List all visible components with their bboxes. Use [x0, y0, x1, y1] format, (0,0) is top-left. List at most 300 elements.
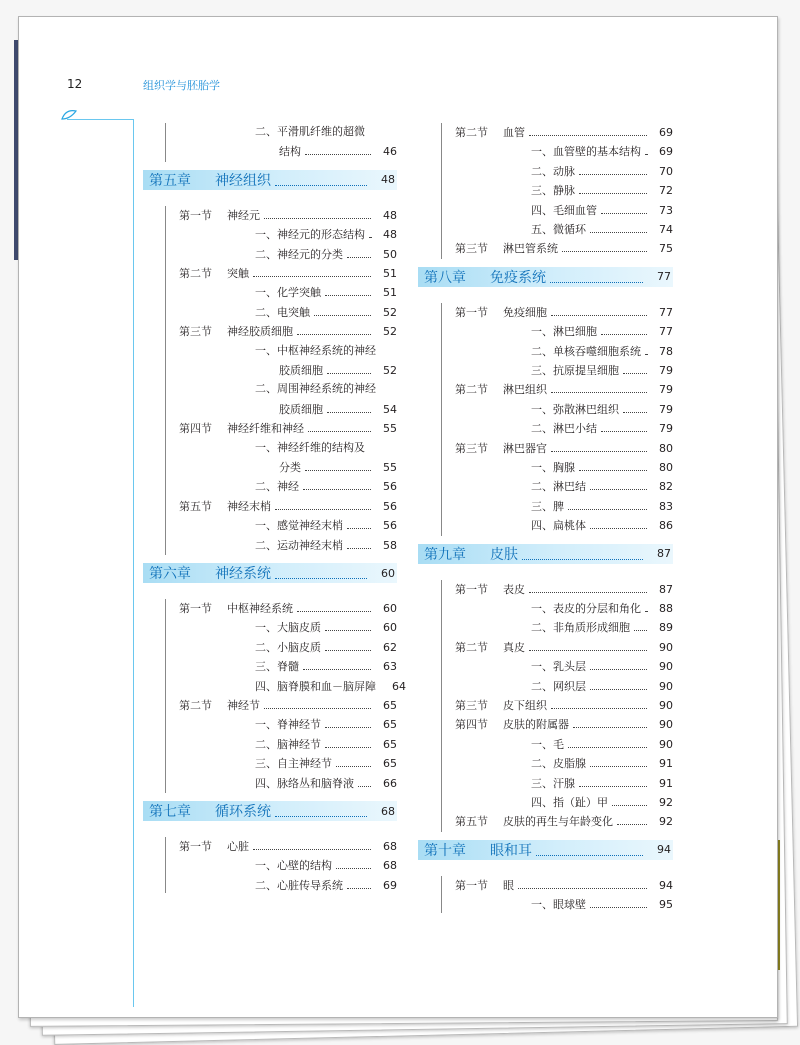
toc-entry[interactable]: [179, 599, 397, 617]
dot-leader: [297, 322, 371, 335]
entry-title: 神经纤维和神经: [227, 422, 304, 436]
dot-leader: [347, 536, 371, 549]
dot-leader: [325, 735, 371, 748]
entry-title: 免疫细胞: [503, 305, 547, 319]
book-title: 组织学与胚胎学: [143, 79, 220, 92]
entry-title: 一、脊神经节: [255, 718, 321, 732]
chapter-title: 神经系统: [215, 566, 271, 582]
toc-entry[interactable]: [455, 303, 673, 321]
entry-title: 一、胸腺: [531, 461, 575, 474]
entry-page-number: 56: [383, 499, 397, 513]
entry-page-number: 70: [659, 164, 673, 178]
toc-entry[interactable]: [455, 657, 673, 675]
chapter-title: 皮肤: [490, 546, 518, 563]
entry-page-number: 79: [659, 402, 673, 416]
toc-entry[interactable]: [455, 516, 673, 534]
toc-entry[interactable]: [455, 580, 673, 598]
toc-entry[interactable]: [455, 439, 673, 457]
chapter-title: 神经组织: [215, 172, 271, 189]
entry-page-number: 55: [383, 422, 397, 436]
dot-leader: [314, 303, 371, 316]
dot-leader: [617, 812, 647, 825]
chapter-page-number: 68: [381, 804, 395, 818]
entry-title: 分类: [279, 461, 301, 474]
entry-page-number: 52: [383, 364, 397, 377]
toc-entry[interactable]: [455, 419, 673, 437]
toc-entry[interactable]: [455, 618, 673, 636]
entry-page-number: 65: [383, 757, 397, 771]
section-label: 第一节: [455, 582, 488, 596]
toc-entry[interactable]: [455, 735, 673, 753]
entry-title: 三、自主神经节: [255, 757, 332, 771]
entry-title: 二、淋巴小结: [531, 422, 597, 436]
entry-page-number: 55: [383, 461, 397, 474]
toc-entry[interactable]: [179, 856, 397, 874]
dot-leader: [579, 458, 647, 471]
toc-entry[interactable]: [179, 142, 397, 160]
dot-leader: [590, 657, 647, 670]
entry-title: 淋巴管系统: [503, 242, 558, 256]
toc-entry[interactable]: [179, 419, 397, 437]
toc-entry[interactable]: [179, 638, 397, 656]
entry-title: 突触: [227, 267, 249, 280]
entry-title: 结构: [279, 145, 301, 159]
entry-title: 胶质细胞: [279, 364, 323, 377]
section-list-bar: [441, 876, 442, 913]
section-label: 第四节: [179, 422, 212, 436]
dot-leader: [325, 715, 371, 728]
dot-leader: [568, 735, 647, 748]
entry-page-number: 69: [659, 145, 673, 159]
chapter-page-number: 48: [381, 173, 395, 187]
section-label: 第二节: [455, 640, 488, 654]
chapter-title: 免疫系统: [490, 269, 546, 286]
entry-title: 三、抗原提呈细胞: [531, 364, 619, 377]
entry-title: 皮肤的再生与年龄变化: [503, 815, 613, 829]
entry-page-number: 90: [659, 660, 673, 674]
entry-title: 二、小脑皮质: [255, 640, 321, 654]
dot-leader: [601, 201, 647, 214]
dot-leader: [275, 497, 371, 510]
entry-title: 二、运动神经末梢: [255, 538, 343, 552]
entry-title: 二、非角质形成细胞: [531, 621, 630, 635]
dot-leader: [358, 774, 371, 787]
entry-page-number: 52: [383, 325, 397, 339]
toc-entry[interactable]: [455, 477, 673, 495]
entry-page-number: 79: [659, 422, 673, 436]
dot-leader: [645, 142, 647, 155]
section-label: 第二节: [179, 267, 212, 280]
entry-page-number: 90: [659, 718, 673, 732]
toc-entry[interactable]: [455, 677, 673, 695]
dot-leader: [568, 497, 647, 510]
toc-entry[interactable]: [455, 142, 673, 160]
entry-title: 三、脾: [531, 499, 564, 513]
entry-title: 一、表皮的分层和角化: [531, 602, 641, 615]
entry-page-number: 80: [659, 461, 673, 474]
chapter-title: 眼和耳: [490, 842, 532, 859]
entry-title: 一、毛: [531, 737, 564, 751]
chapter-title: 循环系统: [215, 804, 271, 820]
entry-page-number: 48: [383, 208, 397, 222]
toc-entry[interactable]: [455, 123, 673, 141]
entry-title: 二、周围神经系统的神经: [255, 382, 376, 396]
dot-leader: [590, 895, 647, 908]
entry-title: 一、血管壁的基本结构: [531, 145, 641, 159]
entry-title: 神经末梢: [227, 499, 271, 513]
entry-page-number: 65: [383, 699, 397, 712]
entry-title: 二、脑神经节: [255, 737, 321, 751]
dot-leader: [579, 162, 647, 175]
chapter-number: 第十章: [424, 842, 466, 859]
toc-entry[interactable]: [455, 380, 673, 398]
entry-title: 淋巴器官: [503, 441, 547, 455]
entry-page-number: 89: [659, 621, 673, 635]
section-list-bar: [441, 123, 442, 259]
dot-leader: [305, 458, 371, 471]
dot-leader: [325, 618, 371, 631]
dot-leader: [601, 322, 647, 335]
toc-entry[interactable]: [179, 458, 397, 476]
entry-page-number: 92: [659, 815, 673, 829]
entry-page-number: 68: [383, 840, 397, 853]
chapter-number: 第五章: [149, 172, 191, 189]
toc-entry[interactable]: [179, 876, 397, 894]
entry-title: 二、神经: [255, 480, 299, 494]
entry-title: 二、淋巴结: [531, 480, 586, 494]
toc-entry[interactable]: [455, 342, 673, 360]
chapter-heading[interactable]: [143, 563, 397, 583]
entry-page-number: 64: [392, 679, 406, 693]
toc-entry[interactable]: [455, 876, 673, 894]
entry-page-number: 79: [659, 383, 673, 397]
section-label: 第二节: [179, 699, 212, 712]
dot-leader: [264, 696, 371, 709]
dot-leader: [529, 638, 647, 651]
dot-leader: [551, 303, 647, 316]
entry-page-number: 79: [659, 364, 673, 377]
chapter-number: 第八章: [424, 269, 466, 286]
toc-entry[interactable]: [179, 536, 397, 554]
toc-entry[interactable]: [179, 123, 397, 141]
section-label: 第一节: [179, 208, 212, 222]
entry-page-number: 78: [659, 344, 673, 358]
dot-leader: [253, 837, 371, 850]
entry-page-number: 90: [659, 699, 673, 712]
entry-title: 一、化学突触: [255, 286, 321, 300]
dot-leader: [551, 439, 647, 452]
dot-leader: [590, 516, 647, 529]
entry-title: 一、乳头层: [531, 660, 586, 674]
entry-title: 血管: [503, 126, 525, 139]
entry-page-number: 69: [383, 878, 397, 892]
dot-leader: [551, 380, 647, 393]
margin-rule: [67, 119, 133, 120]
section-label: 第三节: [179, 325, 212, 339]
entry-page-number: 54: [383, 402, 397, 416]
entry-title: 三、脊髓: [255, 660, 299, 674]
entry-title: 一、神经元的形态结构: [255, 228, 365, 242]
dot-leader: [579, 774, 647, 787]
entry-page-number: 82: [659, 480, 673, 494]
toc-entry[interactable]: [455, 162, 673, 180]
dot-leader: [623, 400, 647, 413]
toc-entry[interactable]: [179, 735, 397, 753]
toc-entry[interactable]: [455, 458, 673, 476]
dot-leader: [573, 715, 647, 728]
dot-leader: [327, 400, 371, 413]
entry-title: 一、眼球壁: [531, 898, 586, 912]
toc-entry[interactable]: [179, 283, 397, 301]
chapter-page-number: 60: [381, 566, 395, 580]
section-label: 第三节: [455, 441, 488, 455]
dot-leader: [529, 580, 647, 593]
dot-leader: [325, 638, 371, 651]
toc-entry[interactable]: [179, 264, 397, 282]
dot-leader: [347, 876, 371, 889]
toc-entry[interactable]: [455, 361, 673, 379]
entry-page-number: 95: [659, 898, 673, 912]
entry-title: 表皮: [503, 582, 525, 596]
chapter-number: 第九章: [424, 546, 466, 563]
entry-title: 一、感觉神经末梢: [255, 519, 343, 533]
entry-page-number: 51: [383, 267, 397, 280]
toc-entry[interactable]: [179, 322, 397, 340]
dot-leader: [336, 856, 371, 869]
dot-leader: [590, 220, 647, 233]
entry-title: 五、微循环: [531, 223, 586, 236]
toc-entry[interactable]: [455, 638, 673, 656]
dot-leader: [275, 805, 367, 817]
entry-title: 一、心壁的结构: [255, 859, 332, 873]
chapter-page-number: 87: [657, 547, 671, 561]
toc-entry[interactable]: [179, 400, 397, 418]
entry-title: 一、弥散淋巴组织: [531, 402, 619, 416]
toc-entry[interactable]: [455, 793, 673, 811]
entry-page-number: 50: [383, 247, 397, 261]
entry-title: 眼: [503, 878, 514, 892]
dot-leader: [275, 174, 367, 186]
entry-title: 一、淋巴细胞: [531, 325, 597, 339]
chapter-heading[interactable]: [143, 801, 397, 821]
entry-title: 皮肤的附属器: [503, 718, 569, 732]
section-label: 第一节: [179, 840, 212, 853]
chapter-number: 第七章: [149, 804, 191, 820]
entry-page-number: 62: [383, 640, 397, 654]
dot-leader: [303, 657, 371, 670]
toc-entry[interactable]: [455, 895, 673, 913]
entry-page-number: 91: [659, 776, 673, 790]
dot-leader: [601, 419, 647, 432]
dot-leader: [529, 123, 647, 136]
entry-title: 淋巴组织: [503, 383, 547, 397]
entry-page-number: 83: [659, 499, 673, 513]
margin-rule: [133, 119, 134, 1007]
entry-title: 二、电突触: [255, 305, 310, 319]
entry-title: 一、大脑皮质: [255, 621, 321, 635]
dot-leader: [305, 142, 371, 155]
section-list-bar: [165, 123, 166, 162]
section-label: 第一节: [179, 602, 212, 615]
toc-entry[interactable]: [179, 497, 397, 515]
entry-page-number: 65: [383, 718, 397, 732]
toc-entry[interactable]: [455, 599, 673, 617]
entry-page-number: 72: [659, 184, 673, 198]
dot-leader: [308, 419, 371, 432]
chapter-heading[interactable]: [418, 840, 673, 860]
toc-entry[interactable]: [179, 342, 397, 360]
toc-entry[interactable]: [455, 715, 673, 733]
entry-title: 二、心脏传导系统: [255, 878, 343, 892]
entry-page-number: 46: [383, 145, 397, 159]
dot-leader: [612, 793, 647, 806]
entry-page-number: 73: [659, 203, 673, 217]
section-label: 第二节: [455, 126, 488, 139]
toc-entry[interactable]: [179, 439, 397, 457]
dot-leader: [623, 361, 647, 374]
section-label: 第一节: [455, 305, 488, 319]
entry-title: 神经胶质细胞: [227, 325, 293, 339]
toc-entry[interactable]: [455, 322, 673, 340]
entry-title: 三、静脉: [531, 184, 575, 198]
dot-leader: [579, 181, 647, 194]
entry-title: 四、脑脊膜和血－脑屏障: [255, 679, 376, 693]
section-label: 第二节: [455, 383, 488, 397]
section-label: 第四节: [455, 718, 488, 732]
entry-title: 二、皮脂腺: [531, 757, 586, 771]
section-list-bar: [165, 206, 166, 555]
section-label: 第三节: [455, 242, 488, 256]
dot-leader: [264, 206, 371, 219]
toc-entry[interactable]: [455, 201, 673, 219]
toc-entry[interactable]: [179, 657, 397, 675]
entry-title: 四、扁桃体: [531, 519, 586, 533]
entry-page-number: 92: [659, 796, 673, 809]
chapter-heading[interactable]: [143, 170, 397, 190]
dot-leader: [253, 264, 371, 277]
toc-entry[interactable]: [455, 696, 673, 714]
toc-entry[interactable]: [455, 220, 673, 238]
toc-entry[interactable]: [179, 774, 397, 792]
entry-title: 四、毛细血管: [531, 203, 597, 217]
entry-title: 心脏: [227, 840, 249, 853]
section-label: 第五节: [179, 499, 212, 513]
chapter-page-number: 77: [657, 270, 671, 284]
entry-page-number: 66: [383, 776, 397, 790]
section-list-bar: [441, 580, 442, 832]
entry-title: 三、汗腺: [531, 776, 575, 790]
dot-leader: [634, 618, 647, 631]
entry-page-number: 51: [383, 286, 397, 300]
toc-page: [18, 16, 778, 1018]
entry-page-number: 75: [659, 242, 673, 256]
toc-entry[interactable]: [455, 497, 673, 515]
toc-entry[interactable]: [179, 516, 397, 534]
chapter-page-number: 94: [657, 843, 671, 857]
entry-title: 二、单核吞噬细胞系统: [531, 344, 641, 358]
entry-page-number: 90: [659, 640, 673, 654]
dot-leader: [518, 876, 647, 889]
section-list-bar: [441, 303, 442, 536]
entry-page-number: 80: [659, 441, 673, 455]
toc-entry[interactable]: [179, 677, 406, 695]
toc-entry[interactable]: [179, 245, 397, 263]
toc-entry[interactable]: [179, 380, 397, 398]
toc-entry[interactable]: [455, 774, 673, 792]
toc-entry[interactable]: [179, 696, 397, 714]
entry-title: 二、神经元的分类: [255, 247, 343, 261]
toc-entry[interactable]: [179, 618, 397, 636]
dot-leader: [590, 677, 647, 690]
toc-entry[interactable]: [179, 225, 397, 243]
entry-title: 二、平滑肌纤维的超微: [255, 125, 365, 138]
dot-leader: [275, 567, 367, 579]
entry-title: 真皮: [503, 640, 525, 654]
toc-entry[interactable]: [455, 239, 673, 257]
dot-leader: [327, 361, 371, 374]
section-list-bar: [165, 837, 166, 893]
dot-leader: [522, 548, 643, 560]
toc-entry[interactable]: [455, 754, 673, 772]
entry-page-number: 86: [659, 519, 673, 533]
chapter-heading[interactable]: [418, 544, 673, 564]
chapter-number: 第六章: [149, 566, 191, 582]
entry-title: 四、指（趾）甲: [531, 796, 608, 809]
dot-leader: [347, 516, 371, 529]
entry-title: 神经元: [227, 208, 260, 222]
section-label: 第三节: [455, 699, 488, 712]
entry-page-number: 77: [659, 305, 673, 319]
section-list-bar: [165, 599, 166, 793]
entry-page-number: 58: [383, 538, 397, 552]
page-number: 12: [67, 77, 83, 91]
entry-page-number: 88: [659, 602, 673, 615]
dot-leader: [550, 271, 643, 283]
entry-page-number: 90: [659, 737, 673, 751]
entry-title: 二、网织层: [531, 679, 586, 693]
entry-title: 四、脉络丛和脑脊液: [255, 776, 354, 790]
dot-leader: [297, 599, 371, 612]
entry-page-number: 74: [659, 223, 673, 236]
dot-leader: [562, 239, 647, 252]
entry-page-number: 90: [659, 679, 673, 693]
toc-entry[interactable]: [455, 400, 673, 418]
chapter-heading[interactable]: [418, 267, 673, 287]
toc-entry[interactable]: [455, 812, 673, 830]
toc-entry[interactable]: [179, 715, 397, 733]
toc-entry[interactable]: [179, 303, 397, 321]
dot-leader: [590, 477, 647, 490]
section-label: 第五节: [455, 815, 488, 829]
toc-entry[interactable]: [179, 837, 397, 855]
toc-entry[interactable]: [179, 477, 397, 495]
toc-entry[interactable]: [179, 754, 397, 772]
entry-title: 一、神经纤维的结构及: [255, 440, 365, 454]
toc-entry[interactable]: [179, 361, 397, 379]
entry-page-number: 56: [383, 519, 397, 533]
entry-title: 一、中枢神经系统的神经: [255, 343, 376, 357]
toc-entry[interactable]: [455, 181, 673, 199]
entry-page-number: 94: [659, 878, 673, 892]
entry-title: 胶质细胞: [279, 402, 323, 416]
dot-leader: [551, 696, 647, 709]
entry-page-number: 77: [659, 325, 673, 339]
dot-leader: [645, 342, 647, 355]
entry-title: 二、动脉: [531, 164, 575, 178]
dot-leader: [536, 844, 643, 856]
toc-entry[interactable]: [179, 206, 397, 224]
entry-page-number: 87: [659, 582, 673, 596]
